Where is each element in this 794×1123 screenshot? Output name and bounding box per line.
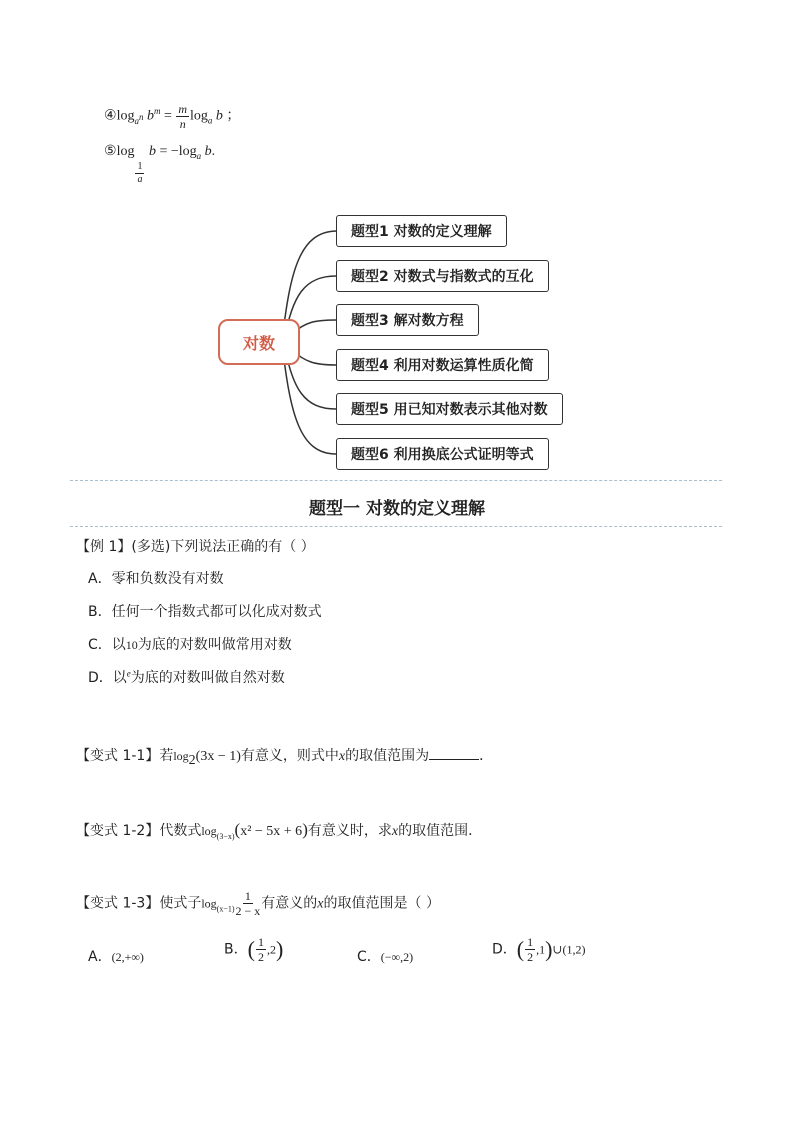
option-math: ∪(1,2) <box>552 942 586 957</box>
variant-1-3-option-c <box>357 946 413 966</box>
mindmap-node-1: 题型1 对数的定义理解 <box>336 215 507 247</box>
variable: x <box>338 749 346 764</box>
option-math: 10 <box>125 638 138 652</box>
option-fraction <box>525 936 535 963</box>
example-label: 【例 1】 <box>76 539 132 555</box>
punctuation: ； <box>226 108 241 124</box>
arg-exponent: m <box>153 106 161 117</box>
variant-1-3-option-a <box>88 946 144 966</box>
fraction-num: 1 <box>527 935 534 949</box>
log-base: 2 <box>188 752 196 768</box>
option-text: 以 <box>112 670 127 686</box>
log-text: log <box>201 896 217 911</box>
log-arg: b <box>146 108 154 124</box>
question-text: 若 <box>159 748 174 764</box>
question-text: 有意义的 <box>261 895 318 912</box>
question-text: 代数式 <box>159 823 202 839</box>
variable: x <box>317 896 324 912</box>
answer-blank[interactable] <box>429 747 479 760</box>
log-arg: (3x − 1) <box>195 749 241 764</box>
question-text: 的取值范围． <box>398 823 483 839</box>
option-text: 为底的对数叫做常用对数 <box>137 637 292 653</box>
mindmap-node-2: 题型2 对数式与指数式的互化 <box>336 260 549 292</box>
log-arg-fraction <box>236 890 261 917</box>
example-1-option-a <box>88 568 224 588</box>
option-text: 为底的对数叫做自然对数 <box>130 670 285 686</box>
option-letter: B． <box>224 941 248 958</box>
equals-sign: = −log <box>159 144 197 159</box>
variant-label: 【变式 1-1】 <box>76 748 160 764</box>
mindmap-node-6: 题型6 利用换底公式证明等式 <box>336 438 549 470</box>
punctuation: ． <box>479 748 494 764</box>
question-text: 的取值范围是（ ） <box>323 895 440 912</box>
variant-label: 【变式 1-3】 <box>76 895 160 912</box>
example-text: (多选)下列说法正确的有（ ） <box>131 539 315 555</box>
option-math: (2,+∞) <box>111 950 144 964</box>
divider-bottom <box>70 526 722 527</box>
option-math: ,2 <box>266 942 276 957</box>
log-base: a <box>134 115 139 126</box>
example-1-option-c <box>88 634 292 654</box>
log-base: (x−1) <box>216 904 235 914</box>
punctuation: . <box>211 144 216 159</box>
variant-label: 【变式 1-2】 <box>76 823 160 839</box>
question-text: 有意义时，求 <box>307 823 392 839</box>
formula-4-marker: ④ <box>104 108 117 124</box>
fraction-den: 2 <box>527 950 534 964</box>
log-base: (3−x) <box>216 831 235 841</box>
option-math: (−∞,2) <box>380 950 414 964</box>
option-letter: C． <box>357 949 381 965</box>
log-text: log <box>116 108 135 124</box>
base-exponent: n <box>138 111 144 122</box>
fraction-den: 2 <box>257 950 264 964</box>
variable: x <box>391 824 399 839</box>
variant-1-3-option-b: B．( $\frac{1}{2}$ ,2) <box>224 935 284 964</box>
option-text: 零和负数没有对数 <box>111 571 224 587</box>
example-1-option-d <box>88 667 285 687</box>
option-letter: D． <box>492 941 517 958</box>
log-text: log <box>116 144 135 159</box>
fraction-num: 1 <box>244 889 251 903</box>
question-text: 使式子 <box>159 895 202 912</box>
formula-5-marker: ⑤ <box>104 144 117 159</box>
log-base: a <box>207 115 213 126</box>
log-text: log <box>173 749 189 763</box>
question-text: 的取值范围为 <box>345 748 430 764</box>
fraction-num: m <box>178 102 188 116</box>
option-letter: A． <box>88 949 112 965</box>
fraction-den: n <box>179 117 186 131</box>
variant-1-3-option-d: D．( $\frac{1}{2}$ ,1)∪(1,2) <box>492 935 586 964</box>
question-text: 有意义，则式中 <box>240 748 339 764</box>
equals-sign: = <box>163 108 172 124</box>
variant-1-1 <box>76 745 493 769</box>
log-text: log <box>190 108 208 124</box>
fraction-num: 1 <box>137 161 143 172</box>
mindmap-root: 对数 <box>218 319 300 365</box>
example-1-option-b <box>88 601 322 621</box>
divider-top <box>70 480 722 481</box>
paren: ) <box>302 820 308 839</box>
paren: ( <box>234 820 241 839</box>
option-math: e <box>126 668 131 679</box>
fraction-den: a <box>137 174 143 185</box>
mindmap-node-4: 题型4 利用对数运算性质化简 <box>336 349 549 381</box>
option-math: ,1 <box>536 942 546 957</box>
variant-1-2 <box>76 820 482 841</box>
variant-1-3 <box>76 890 440 917</box>
option-fraction <box>256 936 266 963</box>
section-title: 题型一 对数的定义理解 <box>309 499 485 519</box>
option-letter: B． <box>88 604 112 620</box>
fraction-num: 1 <box>257 935 264 949</box>
log-arg: b <box>148 144 156 159</box>
log-arg: x² − 5x + 6 <box>240 824 303 839</box>
option-text: 以 <box>111 637 126 653</box>
option-letter: C． <box>88 637 112 653</box>
log-arg: b <box>204 144 212 159</box>
log-base: a <box>196 150 202 161</box>
option-text: 任何一个指数式都可以化成对数式 <box>111 604 322 620</box>
log-arg: b <box>215 108 223 124</box>
example-1-question <box>76 536 315 556</box>
option-letter: D． <box>88 670 113 686</box>
option-letter: A． <box>88 571 112 587</box>
log-text: log <box>201 824 217 838</box>
mindmap-node-5: 题型5 用已知对数表示其他对数 <box>336 393 563 425</box>
mindmap-node-3: 题型3 解对数方程 <box>336 304 479 336</box>
fraction-den: 2 − x <box>235 904 261 918</box>
